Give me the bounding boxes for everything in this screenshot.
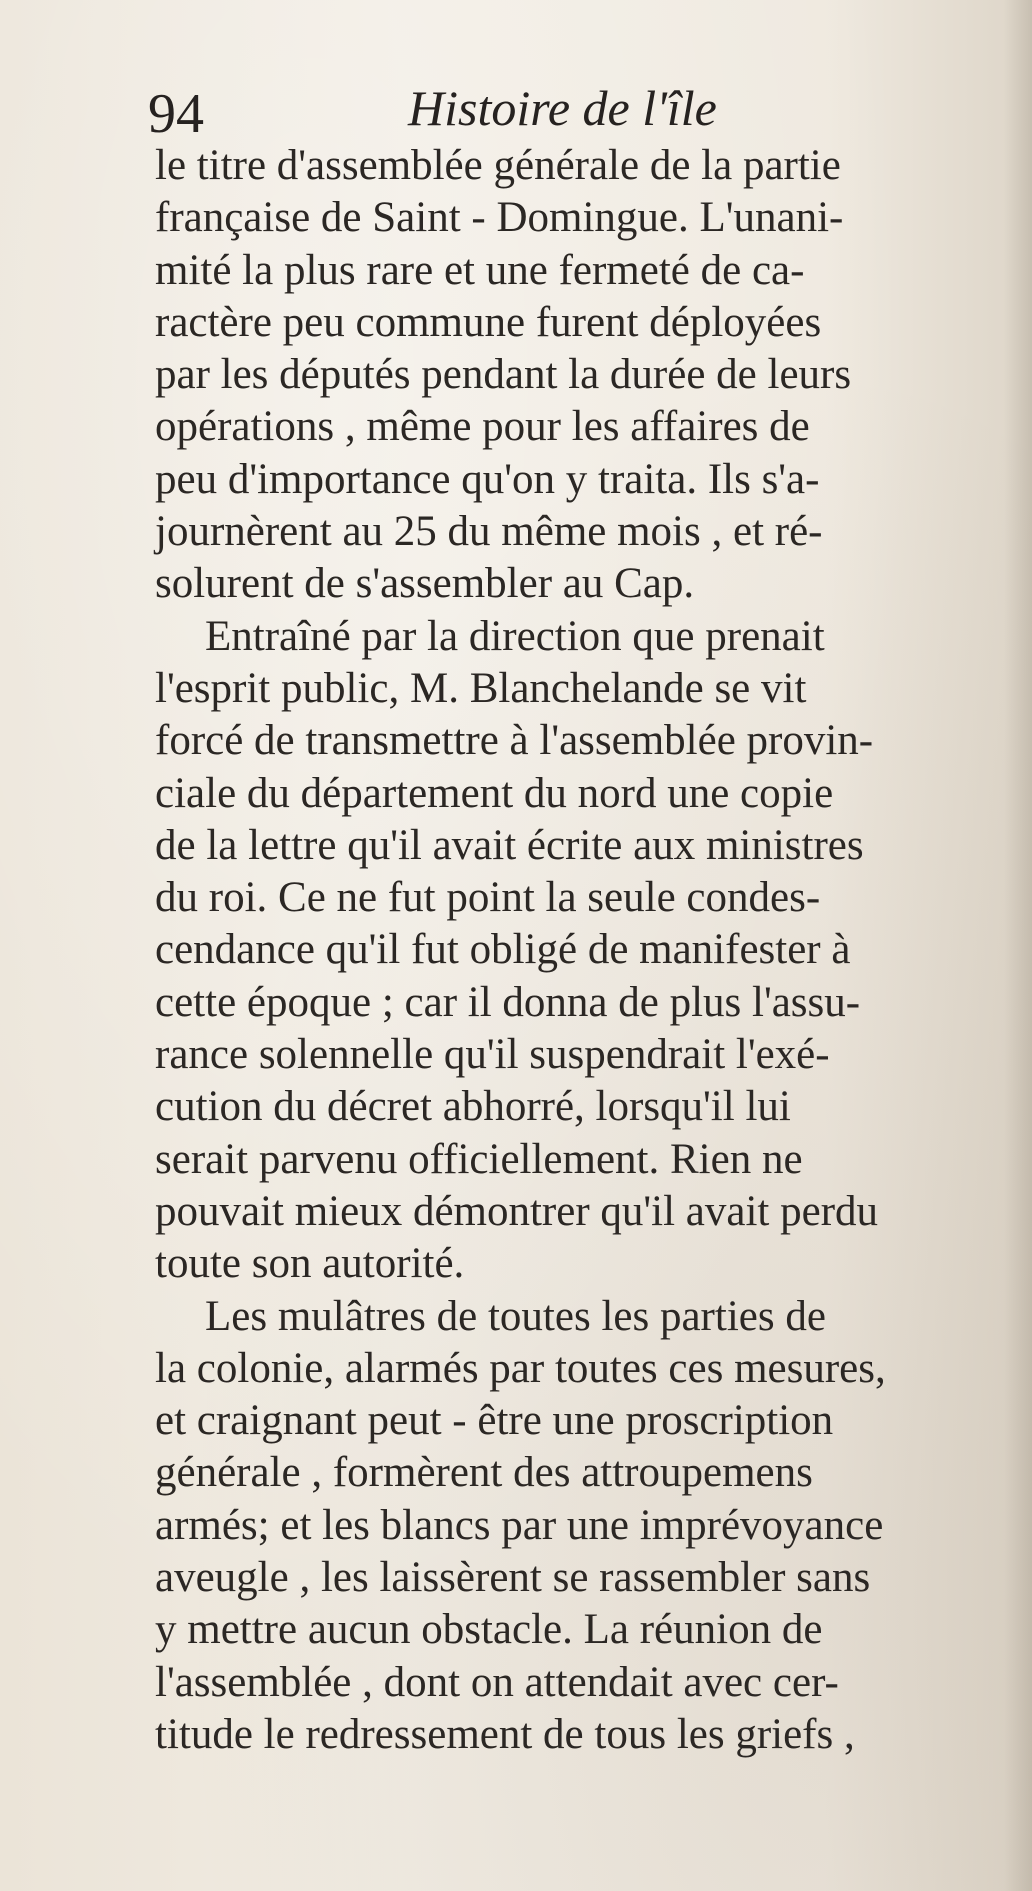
text-line: rance solennelle qu'il suspendrait l'exé- (155, 1031, 830, 1079)
text-line: armés; et les blancs par une imprévoyance (155, 1501, 884, 1549)
text-line: opérations , même pour les affaires de (155, 403, 810, 451)
text-line: par les députés pendant la durée de leurs (155, 351, 852, 399)
page-number: 94 (148, 83, 204, 145)
body-text (155, 140, 993, 1761)
page-edge-shadow (1004, 0, 1032, 1891)
running-title: Histoire de l'île (408, 80, 717, 136)
text-line: le titre d'assemblée générale de la partie (155, 142, 841, 189)
text-line: de la lettre qu'il avait écrite aux ministres (155, 821, 864, 869)
text-line: y mettre aucun obstacle. La réunion de (155, 1606, 823, 1654)
paragraph-first-line: Les mulâtres de toutes les parties de (205, 1292, 826, 1340)
text-line: cution du décret abhorré, lorsqu'il lui (155, 1083, 791, 1131)
text-line: peu d'importance qu'on y traita. Ils s'a- (155, 455, 820, 503)
text-line: forcé de transmettre à l'assemblée provin- (155, 717, 874, 765)
text-line: l'esprit public, M. Blanchelande se vit (155, 664, 807, 712)
text-line: pouvait mieux démontrer qu'il avait perdu (155, 1187, 879, 1235)
text-line: serait parvenu officiellement. Rien ne (155, 1135, 803, 1183)
text-line: cette époque ; car il donna de plus l'assu- (155, 978, 861, 1026)
text-line: solurent de s'assembler au Cap. (155, 560, 695, 608)
text-line: ractère peu commune furent déployées (155, 298, 822, 346)
text-line: aveugle , les laissèrent se rassembler sans (155, 1554, 871, 1602)
paragraph-first-line: Entraîné par la direction que prenait (205, 612, 825, 660)
text-line: générale , formèrent des attroupemens (155, 1449, 813, 1497)
text-line: ciale du département du nord une copie (155, 769, 834, 817)
text-line: toute son autorité. (155, 1240, 465, 1288)
text-line: cendance qu'il fut obligé de manifester à (155, 926, 851, 974)
text-line: française de Saint - Domingue. L'unani- (155, 194, 844, 242)
page-header (148, 78, 738, 148)
text-line: la colonie, alarmés par toutes ces mesures, (155, 1344, 886, 1392)
text-line: du roi. Ce ne fut point la seule condes- (155, 874, 821, 922)
text-line: l'assemblée , dont on attendait avec cer- (155, 1658, 839, 1706)
text-line: journèrent au 25 du même mois , et ré- (155, 508, 823, 556)
text-line: titude le redressement de tous les griefs , (155, 1710, 855, 1758)
text-line: et craignant peut - être une proscription (155, 1397, 834, 1445)
text-line: mité la plus rare et une fermeté de ca- (155, 246, 805, 294)
